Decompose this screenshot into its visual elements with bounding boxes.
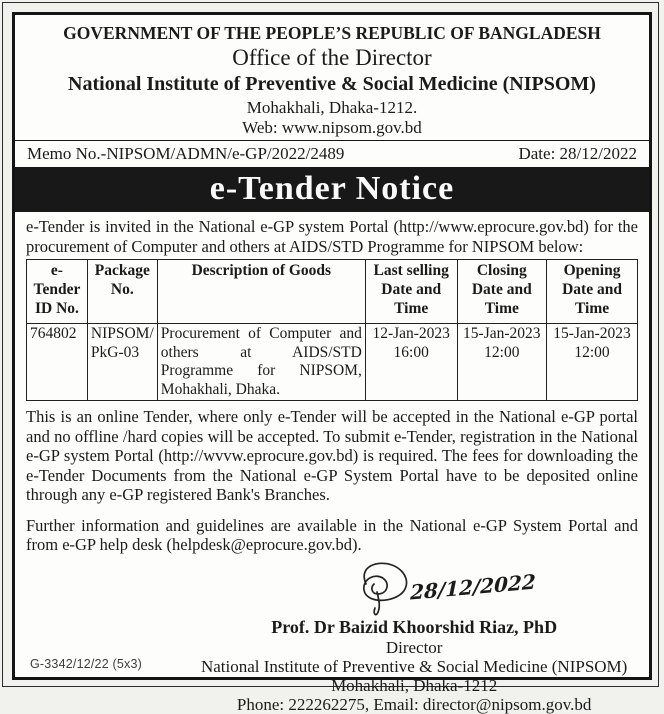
cell-closing: 15-Jan-2023 12:00 (457, 324, 547, 401)
col-header-description: Description of Goods (157, 260, 365, 324)
col-header-package-no: Package No. (87, 260, 157, 324)
address-line: Mohakhali, Dhaka-1212. (246, 98, 418, 117)
memo-number: Memo No.-NIPSOM/ADMN/e-GP/2022/2489 (27, 144, 345, 163)
notice-paper (12, 12, 652, 714)
institute-line: National Institute of Preventive & Social Medicine (NIPSOM) (68, 73, 596, 95)
intro-paragraph: e-Tender is invited in the National e-GP system Portal (http://www.eprocure.gov.bd) for the procurement of Computer and others at AIDS/STD Programme for NIPSOM below: (26, 217, 638, 256)
signature-handwritten-date: 28/12/2022 (410, 568, 536, 605)
signatory-title: Director (385, 637, 443, 657)
press-reference: G-3342/12/22 (5x3) (30, 657, 142, 671)
signature-scribble-icon (320, 558, 416, 616)
signoff-block (192, 617, 638, 714)
col-header-tender-id: e-Tender ID No. (27, 260, 88, 324)
cell-tender-id: 764802 (27, 324, 88, 401)
signature-area (320, 558, 560, 616)
col-header-closing: Closing Date and Time (457, 260, 547, 324)
notice-body (15, 212, 649, 714)
notice-title-banner: e-Tender Notice (15, 167, 649, 212)
col-header-opening: Opening Date and Time (547, 260, 638, 324)
cell-last-selling: 12-Jan-2023 16:00 (365, 324, 457, 401)
tender-table (26, 259, 638, 401)
office-line: Office of the Director (232, 45, 432, 70)
online-tender-paragraph: This is an online Tender, where only e-Tender will be accepted in the National e-GP portal and no offline /hard copies will be accepted. To submit e-Tender, registration in the National e-GP system Portal (http://wvvw.eprocure.gov.bd) is required. The fees for downloading the e-Tender Documents from the National e-GP System Portal have to be deposited online through any e-GP registered Bank's Branches. (26, 407, 638, 504)
cell-package-no: NIPSOM/ PkG-03 (87, 324, 157, 401)
table-header-row (27, 260, 638, 324)
signatory-address: Mohakhali, Dhaka-1212 (331, 675, 498, 695)
signatory-organization: National Institute of Preventive & Social Medicine (NIPSOM) (200, 656, 628, 676)
signatory-name: Prof. Dr Baizid Khoorshid Riaz, PhD (271, 616, 558, 637)
cell-opening: 15-Jan-2023 12:00 (547, 324, 638, 401)
table-row (27, 324, 638, 401)
letterhead (15, 15, 649, 141)
cell-description: Procurement of Computer and others at AIDS/STD Programme for NIPSOM, Mohakhali, Dhaka. (157, 324, 365, 401)
signatory-contact: Phone: 222262275, Email: director@nipsom.gov.bd (236, 694, 592, 714)
memo-date: Date: 28/12/2022 (518, 144, 637, 163)
col-header-last-selling: Last selling Date and Time (365, 260, 457, 324)
website-line: Web: www.nipsom.gov.bd (242, 118, 422, 137)
government-line: GOVERNMENT OF THE PEOPLE’S REPUBLIC OF BANGLADESH (63, 23, 601, 43)
further-info-paragraph: Further information and guidelines are available in the National e-GP System Portal and from e-GP help desk (helpdesk@eprocure.gov.bd). (26, 515, 638, 554)
memo-row (15, 141, 649, 167)
